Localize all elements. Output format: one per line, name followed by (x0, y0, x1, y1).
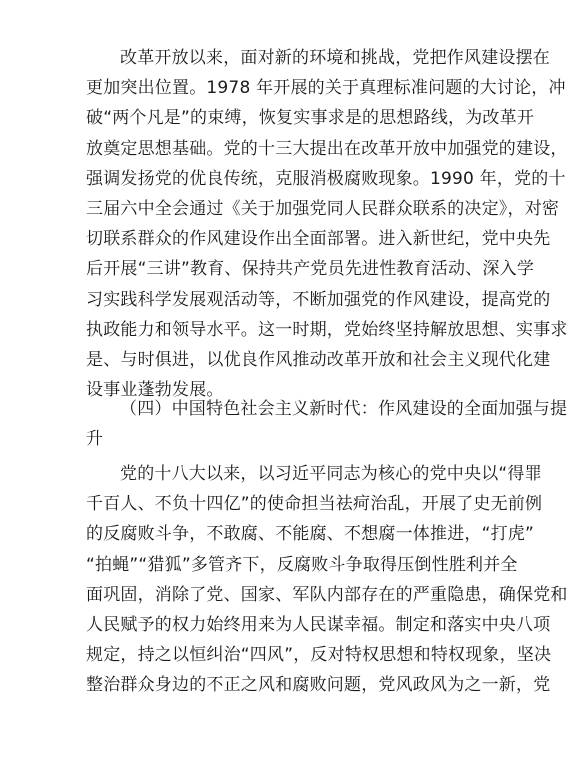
heading-line: （四）中国特色社会主义新时代：作风建设的全面加强与提 (120, 399, 568, 419)
text-line: 后开展“三讲”教育、保持共产党员先进性教育活动、深入学 (86, 259, 535, 280)
text-line: 放奠定思想基础。党的十三大提出在改革开放中加强党的建设， (86, 138, 568, 159)
text-line: 三届六中全会通过《关于加强党同人民群众联系的决定》，对密 (86, 198, 560, 219)
paragraph-new-era (86, 459, 568, 701)
text-line: 的反腐败斗争，不敢腐、不能腐、不想腐一体推进，“打虎” (86, 524, 535, 545)
text-line: 人民赋予的权力始终用来为人民谋幸福。制定和落实中央八项 (86, 614, 551, 635)
heading-line: 升 (86, 429, 104, 450)
text-line: “拍蝇”“猎狐”多管齐下，反腐败斗争取得压倒性胜利并全 (86, 554, 518, 575)
text-line: 设事业蓬勃发展。 (86, 380, 224, 401)
text-line: 面巩固，消除了党、国家、军队内部存在的严重隐患，确保党和 (86, 584, 568, 605)
paragraph-reform-era (86, 43, 568, 405)
text-line: 是、与时俱进，以优良作风推动改革开放和社会主义现代化建 (86, 349, 551, 370)
text-line: 整治群众身边的不正之风和腐败问题，党风政风为之一新，党 (86, 675, 551, 696)
text-line: 规定，持之以恒纠治“四风”，反对特权思想和特权现象，坚决 (86, 645, 552, 666)
section-heading (86, 394, 568, 454)
text-line: 改革开放以来，面对新的环境和挑战，党把作风建设摆在 (120, 48, 550, 68)
text-line: 更加突出位置。1978 年开展的关于真理标准问题的大讨论，冲 (86, 78, 566, 99)
text-line: 切联系群众的作风建设作出全面部署。进入新世纪，党中央先 (86, 229, 551, 250)
text-line: 破“两个凡是”的束缚，恢复实事求是的思想路线，为改革开 (86, 108, 535, 129)
text-line: 千百人、不负十四亿”的使命担当祛疴治乱，开展了史无前例 (86, 494, 543, 515)
text-line: 执政能力和领导水平。这一时期，党始终坚持解放思想、实事求 (86, 319, 568, 340)
text-line: 党的十八大以来，以习近平同志为核心的党中央以“得罪 (120, 464, 542, 484)
text-line: 习实践科学发展观活动等，不断加强党的作风建设，提高党的 (86, 289, 551, 310)
text-line: 强调发扬党的优良传统，克服消极腐败现象。1990 年，党的十 (86, 168, 566, 189)
